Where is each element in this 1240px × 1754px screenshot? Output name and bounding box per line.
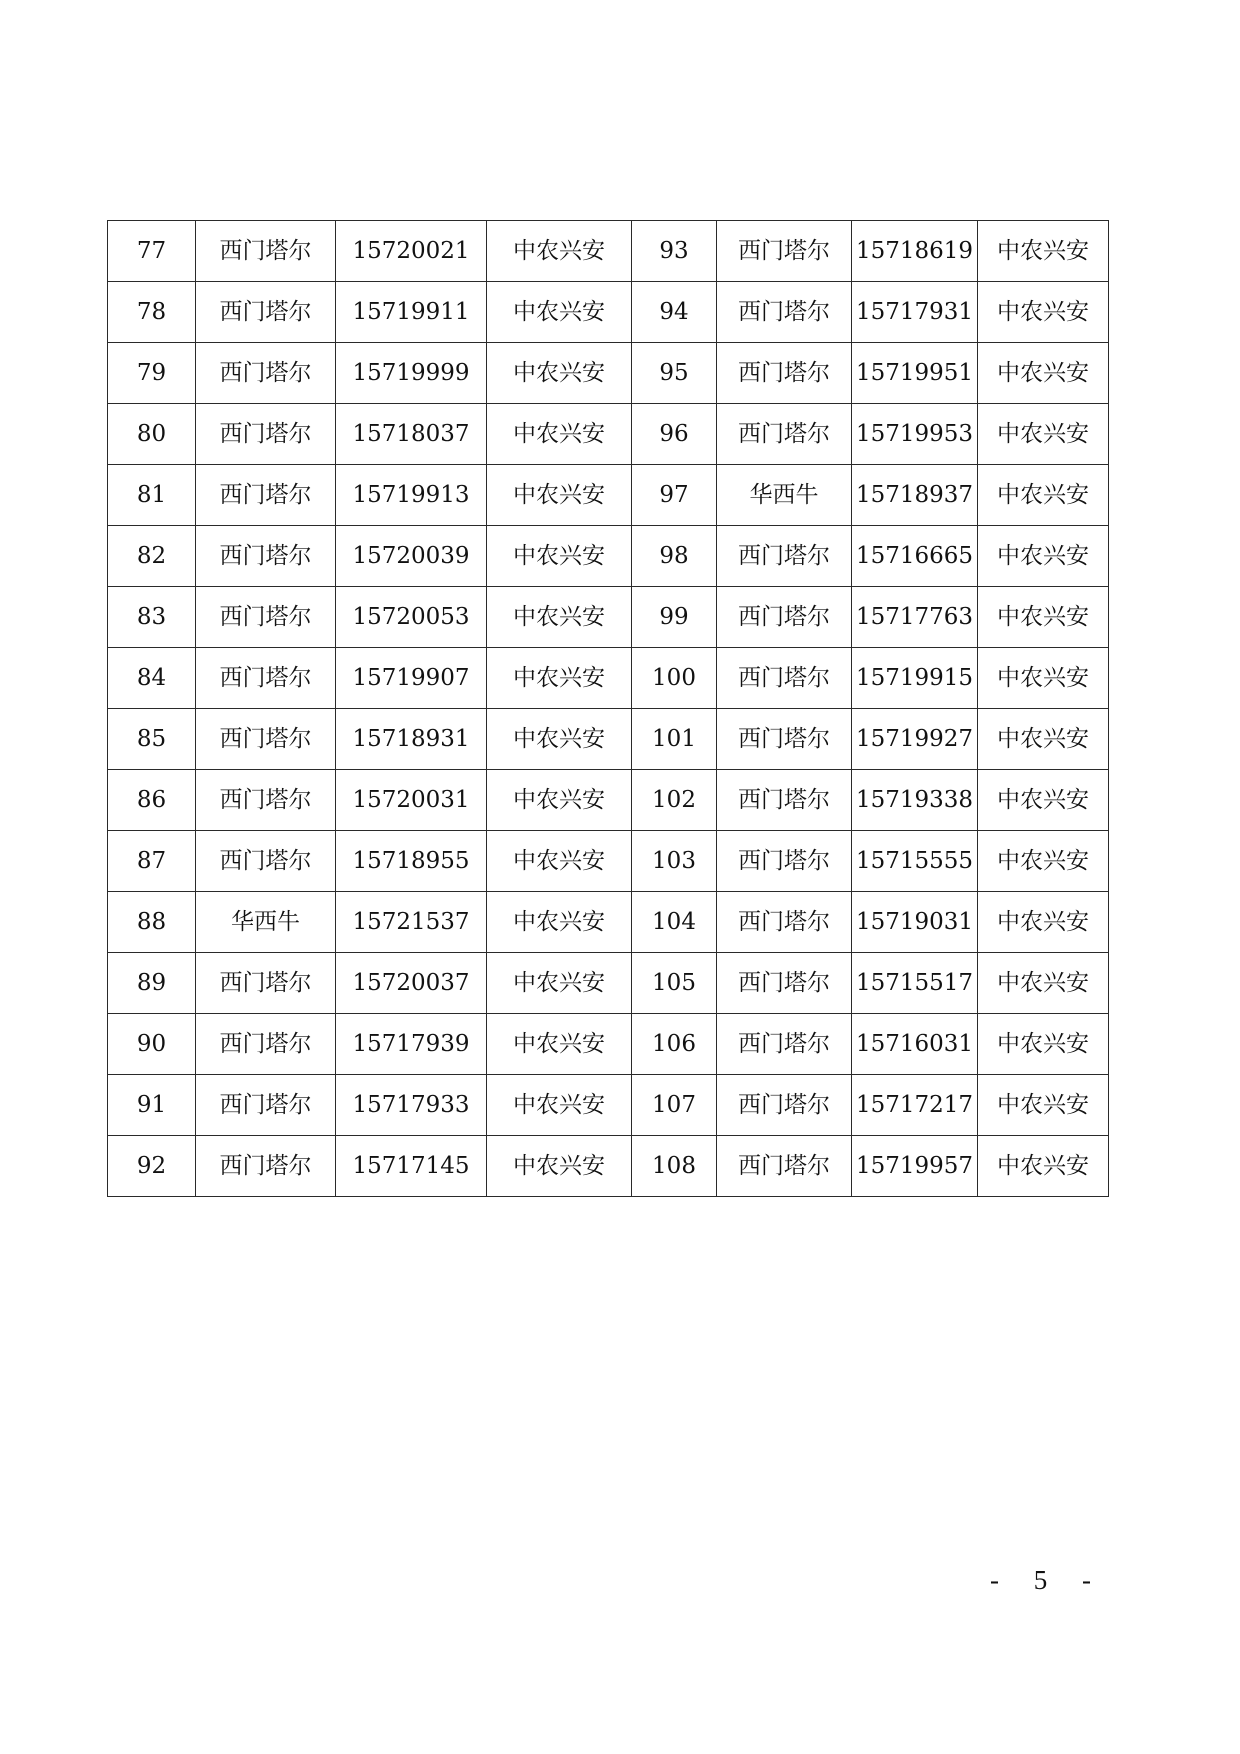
row-number-cell: 101 bbox=[632, 709, 717, 770]
owner-cell: 中农兴安 bbox=[978, 221, 1109, 282]
owner-cell: 中农兴安 bbox=[487, 343, 632, 404]
cattle-registry-table bbox=[107, 220, 1109, 1197]
breed-cell: 西门塔尔 bbox=[196, 709, 336, 770]
table-row bbox=[108, 404, 1109, 465]
breed-cell: 西门塔尔 bbox=[196, 1075, 336, 1136]
table-row bbox=[108, 1136, 1109, 1197]
owner-cell: 中农兴安 bbox=[487, 587, 632, 648]
owner-cell: 中农兴安 bbox=[487, 1075, 632, 1136]
owner-cell: 中农兴安 bbox=[487, 404, 632, 465]
ear-tag-cell: 15719953 bbox=[852, 404, 978, 465]
table-row bbox=[108, 343, 1109, 404]
row-number-cell: 88 bbox=[108, 892, 196, 953]
breed-cell: 西门塔尔 bbox=[717, 587, 852, 648]
breed-cell: 西门塔尔 bbox=[196, 1136, 336, 1197]
row-number-cell: 102 bbox=[632, 770, 717, 831]
ear-tag-cell: 15715517 bbox=[852, 953, 978, 1014]
breed-cell: 华西牛 bbox=[717, 465, 852, 526]
row-number-cell: 91 bbox=[108, 1075, 196, 1136]
ear-tag-cell: 15719911 bbox=[336, 282, 487, 343]
table-row bbox=[108, 831, 1109, 892]
owner-cell: 中农兴安 bbox=[978, 1075, 1109, 1136]
ear-tag-cell: 15717763 bbox=[852, 587, 978, 648]
ear-tag-cell: 15719951 bbox=[852, 343, 978, 404]
table-row bbox=[108, 648, 1109, 709]
breed-cell: 西门塔尔 bbox=[196, 221, 336, 282]
row-number-cell: 93 bbox=[632, 221, 717, 282]
row-number-cell: 79 bbox=[108, 343, 196, 404]
owner-cell: 中农兴安 bbox=[978, 404, 1109, 465]
owner-cell: 中农兴安 bbox=[978, 770, 1109, 831]
breed-cell: 西门塔尔 bbox=[717, 282, 852, 343]
row-number-cell: 99 bbox=[632, 587, 717, 648]
breed-cell: 西门塔尔 bbox=[196, 282, 336, 343]
row-number-cell: 100 bbox=[632, 648, 717, 709]
ear-tag-cell: 15717939 bbox=[336, 1014, 487, 1075]
row-number-cell: 103 bbox=[632, 831, 717, 892]
row-number-cell: 104 bbox=[632, 892, 717, 953]
ear-tag-cell: 15718955 bbox=[336, 831, 487, 892]
ear-tag-cell: 15721537 bbox=[336, 892, 487, 953]
page-number: - 5 - bbox=[990, 1565, 1105, 1595]
ear-tag-cell: 15719031 bbox=[852, 892, 978, 953]
ear-tag-cell: 15718619 bbox=[852, 221, 978, 282]
ear-tag-cell: 15716031 bbox=[852, 1014, 978, 1075]
ear-tag-cell: 15719907 bbox=[336, 648, 487, 709]
ear-tag-cell: 15720021 bbox=[336, 221, 487, 282]
breed-cell: 西门塔尔 bbox=[196, 1014, 336, 1075]
owner-cell: 中农兴安 bbox=[487, 526, 632, 587]
row-number-cell: 84 bbox=[108, 648, 196, 709]
breed-cell: 西门塔尔 bbox=[196, 770, 336, 831]
table-row bbox=[108, 892, 1109, 953]
row-number-cell: 105 bbox=[632, 953, 717, 1014]
breed-cell: 西门塔尔 bbox=[717, 343, 852, 404]
ear-tag-cell: 15720053 bbox=[336, 587, 487, 648]
breed-cell: 西门塔尔 bbox=[717, 831, 852, 892]
ear-tag-cell: 15717931 bbox=[852, 282, 978, 343]
ear-tag-cell: 15719927 bbox=[852, 709, 978, 770]
ear-tag-cell: 15717933 bbox=[336, 1075, 487, 1136]
breed-cell: 西门塔尔 bbox=[717, 892, 852, 953]
owner-cell: 中农兴安 bbox=[978, 526, 1109, 587]
breed-cell: 西门塔尔 bbox=[717, 1075, 852, 1136]
breed-cell: 西门塔尔 bbox=[196, 831, 336, 892]
row-number-cell: 98 bbox=[632, 526, 717, 587]
row-number-cell: 85 bbox=[108, 709, 196, 770]
owner-cell: 中农兴安 bbox=[487, 465, 632, 526]
breed-cell: 西门塔尔 bbox=[717, 648, 852, 709]
owner-cell: 中农兴安 bbox=[487, 770, 632, 831]
row-number-cell: 97 bbox=[632, 465, 717, 526]
ear-tag-cell: 15720039 bbox=[336, 526, 487, 587]
owner-cell: 中农兴安 bbox=[978, 892, 1109, 953]
row-number-cell: 80 bbox=[108, 404, 196, 465]
owner-cell: 中农兴安 bbox=[978, 1136, 1109, 1197]
breed-cell: 西门塔尔 bbox=[717, 404, 852, 465]
row-number-cell: 83 bbox=[108, 587, 196, 648]
table-row bbox=[108, 1075, 1109, 1136]
ear-tag-cell: 15717217 bbox=[852, 1075, 978, 1136]
table-row bbox=[108, 282, 1109, 343]
breed-cell: 华西牛 bbox=[196, 892, 336, 953]
ear-tag-cell: 15719913 bbox=[336, 465, 487, 526]
owner-cell: 中农兴安 bbox=[978, 465, 1109, 526]
ear-tag-cell: 15718037 bbox=[336, 404, 487, 465]
breed-cell: 西门塔尔 bbox=[717, 770, 852, 831]
ear-tag-cell: 15719915 bbox=[852, 648, 978, 709]
row-number-cell: 89 bbox=[108, 953, 196, 1014]
row-number-cell: 86 bbox=[108, 770, 196, 831]
table-row bbox=[108, 953, 1109, 1014]
row-number-cell: 77 bbox=[108, 221, 196, 282]
breed-cell: 西门塔尔 bbox=[196, 343, 336, 404]
owner-cell: 中农兴安 bbox=[487, 892, 632, 953]
row-number-cell: 108 bbox=[632, 1136, 717, 1197]
owner-cell: 中农兴安 bbox=[487, 831, 632, 892]
breed-cell: 西门塔尔 bbox=[196, 404, 336, 465]
owner-cell: 中农兴安 bbox=[487, 221, 632, 282]
ear-tag-cell: 15719957 bbox=[852, 1136, 978, 1197]
owner-cell: 中农兴安 bbox=[487, 282, 632, 343]
breed-cell: 西门塔尔 bbox=[717, 221, 852, 282]
breed-cell: 西门塔尔 bbox=[196, 587, 336, 648]
owner-cell: 中农兴安 bbox=[978, 648, 1109, 709]
row-number-cell: 82 bbox=[108, 526, 196, 587]
breed-cell: 西门塔尔 bbox=[717, 526, 852, 587]
breed-cell: 西门塔尔 bbox=[196, 953, 336, 1014]
breed-cell: 西门塔尔 bbox=[717, 1136, 852, 1197]
owner-cell: 中农兴安 bbox=[487, 648, 632, 709]
table-row bbox=[108, 770, 1109, 831]
ear-tag-cell: 15720031 bbox=[336, 770, 487, 831]
breed-cell: 西门塔尔 bbox=[196, 465, 336, 526]
row-number-cell: 95 bbox=[632, 343, 717, 404]
ear-tag-cell: 15715555 bbox=[852, 831, 978, 892]
owner-cell: 中农兴安 bbox=[978, 831, 1109, 892]
table-row bbox=[108, 587, 1109, 648]
owner-cell: 中农兴安 bbox=[978, 709, 1109, 770]
table-row bbox=[108, 1014, 1109, 1075]
breed-cell: 西门塔尔 bbox=[196, 526, 336, 587]
owner-cell: 中农兴安 bbox=[487, 1014, 632, 1075]
row-number-cell: 81 bbox=[108, 465, 196, 526]
ear-tag-cell: 15718931 bbox=[336, 709, 487, 770]
row-number-cell: 94 bbox=[632, 282, 717, 343]
row-number-cell: 78 bbox=[108, 282, 196, 343]
table-row bbox=[108, 526, 1109, 587]
row-number-cell: 87 bbox=[108, 831, 196, 892]
breed-cell: 西门塔尔 bbox=[196, 648, 336, 709]
owner-cell: 中农兴安 bbox=[978, 953, 1109, 1014]
row-number-cell: 96 bbox=[632, 404, 717, 465]
owner-cell: 中农兴安 bbox=[487, 1136, 632, 1197]
row-number-cell: 92 bbox=[108, 1136, 196, 1197]
table-row bbox=[108, 465, 1109, 526]
table-row bbox=[108, 709, 1109, 770]
ear-tag-cell: 15719338 bbox=[852, 770, 978, 831]
table-body bbox=[108, 221, 1109, 1197]
breed-cell: 西门塔尔 bbox=[717, 1014, 852, 1075]
breed-cell: 西门塔尔 bbox=[717, 953, 852, 1014]
ear-tag-cell: 15720037 bbox=[336, 953, 487, 1014]
owner-cell: 中农兴安 bbox=[978, 1014, 1109, 1075]
row-number-cell: 90 bbox=[108, 1014, 196, 1075]
row-number-cell: 107 bbox=[632, 1075, 717, 1136]
row-number-cell: 106 bbox=[632, 1014, 717, 1075]
owner-cell: 中农兴安 bbox=[487, 953, 632, 1014]
ear-tag-cell: 15718937 bbox=[852, 465, 978, 526]
ear-tag-cell: 15716665 bbox=[852, 526, 978, 587]
breed-cell: 西门塔尔 bbox=[717, 709, 852, 770]
cattle-registry-table-container bbox=[107, 220, 1108, 1197]
table-row bbox=[108, 221, 1109, 282]
owner-cell: 中农兴安 bbox=[978, 343, 1109, 404]
ear-tag-cell: 15717145 bbox=[336, 1136, 487, 1197]
owner-cell: 中农兴安 bbox=[978, 282, 1109, 343]
ear-tag-cell: 15719999 bbox=[336, 343, 487, 404]
owner-cell: 中农兴安 bbox=[487, 709, 632, 770]
owner-cell: 中农兴安 bbox=[978, 587, 1109, 648]
